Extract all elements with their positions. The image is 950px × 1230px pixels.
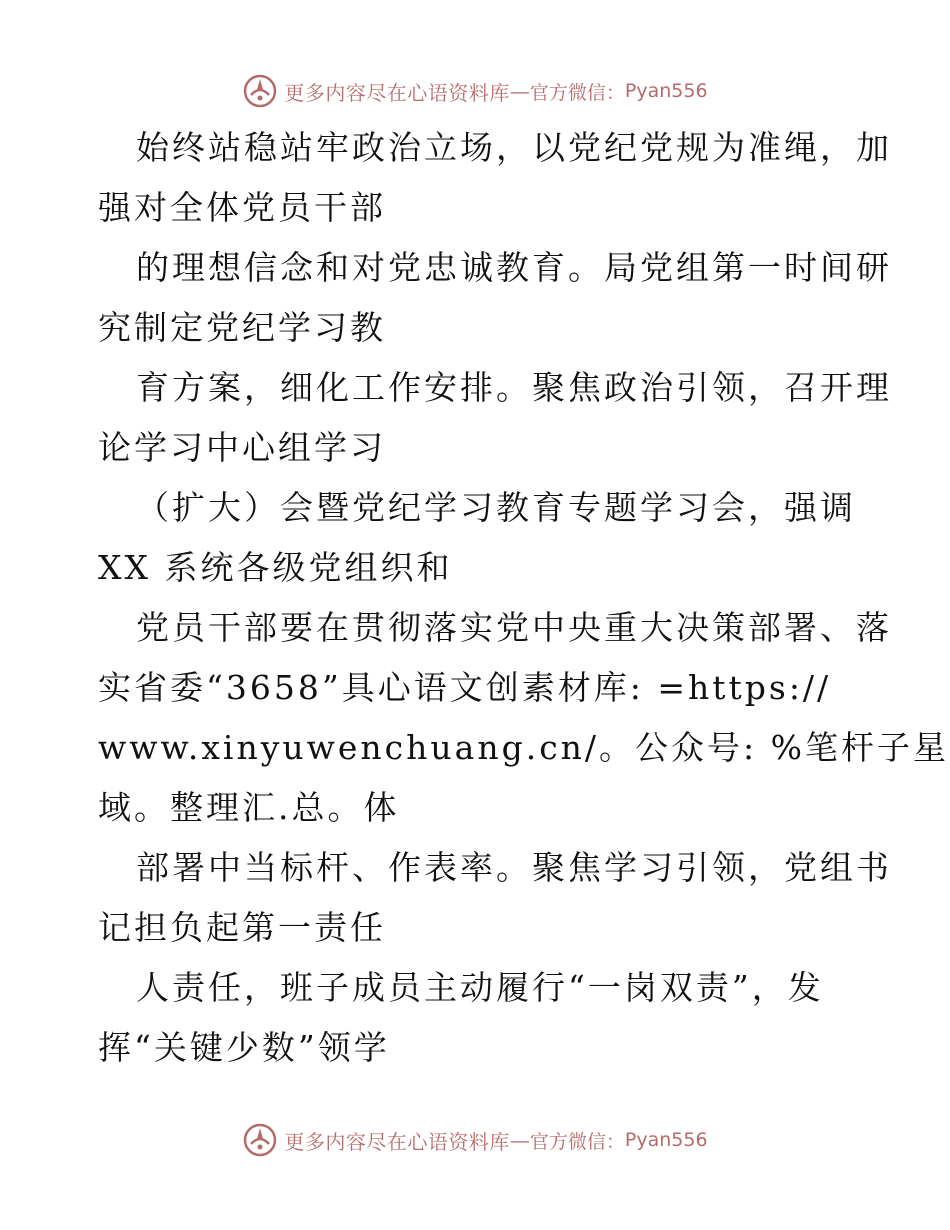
body-line: 实省委“3658”具心语文创素材库: =https:// [98, 668, 832, 707]
body-line: www.xinyuwenchuang.cn/。公众号: %笔杆子星 [98, 728, 950, 767]
body-line: 挥“关键少数”领学 [98, 1028, 390, 1067]
watermark-text: 更多内容尽在心语资料库 [284, 1129, 510, 1154]
watermark-separator: — [509, 1128, 530, 1152]
watermark-wechat-id: Pyan556 [624, 1129, 708, 1151]
body-line: 论学习中心组学习 [98, 428, 386, 467]
watermark-wechat-label: 官方微信： [529, 81, 625, 104]
header-watermark [0, 71, 950, 111]
watermark-text: 更多内容尽在心语资料库 [284, 80, 510, 105]
body-line: 的理想信念和对党忠诚教育。局党组第一时间研 [136, 248, 892, 287]
body-line: 始终站稳站牢政治立场，以党纪党规为准绳，加 [136, 128, 892, 167]
book-quill-logo-icon [242, 1122, 278, 1158]
body-line: 部署中当标杆、作表率。聚焦学习引领，党组书 [136, 848, 892, 887]
document-body [98, 118, 950, 1078]
body-line: 人责任，班子成员主动履行“一岗双责”，发 [136, 968, 824, 1007]
footer-watermark [0, 1120, 950, 1160]
watermark-wechat-label: 官方微信： [529, 1130, 625, 1153]
watermark-separator: — [509, 79, 530, 103]
body-line: XX 系统各级党组织和 [98, 548, 453, 587]
body-line: 育方案，细化工作安排。聚焦政治引领，召开理 [136, 368, 892, 407]
body-line: （扩大）会暨党纪学习教育专题学习会，强调 [136, 488, 856, 527]
body-line: 究制定党纪学习教 [98, 308, 386, 347]
body-line: 记担负起第一责任 [98, 908, 386, 947]
body-line: 域。整理汇.总。体 [98, 788, 400, 827]
body-line: 党员干部要在贯彻落实党中央重大决策部署、落 [136, 608, 892, 647]
body-line: 强对全体党员干部 [98, 188, 386, 227]
book-quill-logo-icon [242, 73, 278, 109]
watermark-wechat-id: Pyan556 [624, 80, 708, 102]
